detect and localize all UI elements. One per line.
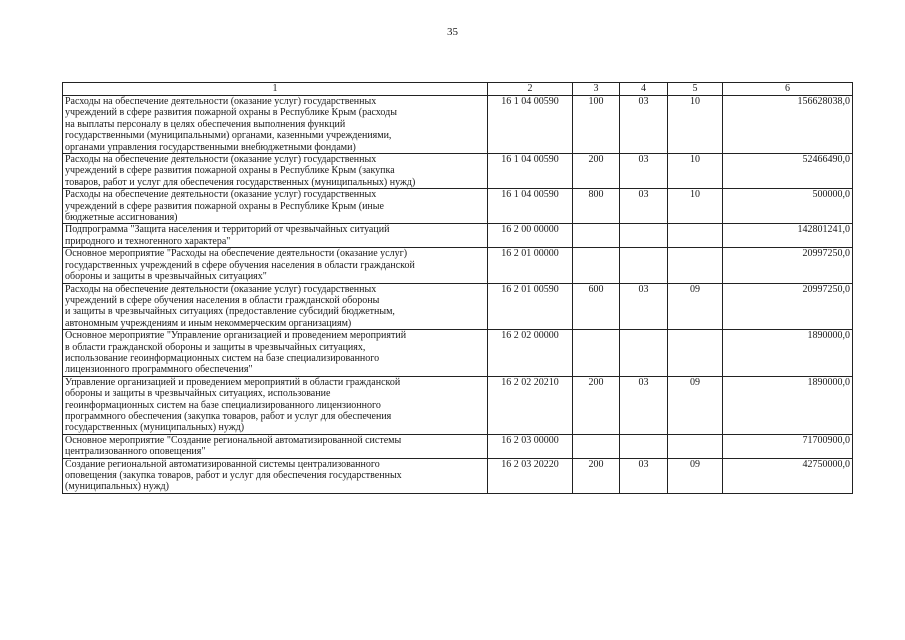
row-description [63,189,488,224]
description-line: учреждений в сфере обучения населения в области гражданской обороны [65,294,380,306]
row-description [63,96,488,154]
description-line: Основное мероприятие "Расходы на обеспечение деятельности (оказание услуг) [65,248,408,260]
table-header-row [63,83,853,96]
row-subsection: 10 [668,154,723,189]
row-amount: 500000,0 [723,189,853,224]
row-amount: 142801241,0 [723,224,853,248]
row-description [63,283,488,330]
row-subsection [668,248,723,283]
row-subsection [668,224,723,248]
row-expense-type: 200 [573,154,620,189]
table-row [63,330,853,377]
description-line: Создание региональной автоматизированной системы централизованного [65,458,380,470]
row-amount: 52466490,0 [723,154,853,189]
row-description [63,434,488,458]
table-row [63,154,853,189]
row-section: 03 [620,458,668,493]
row-amount: 1890000,0 [723,330,853,377]
row-subsection [668,434,723,458]
row-subsection [668,330,723,377]
description-line: Управление организацией и проведением мероприятий в области гражданской [65,376,401,388]
header-col-3: 3 [573,83,620,96]
row-amount: 20997250,0 [723,248,853,283]
header-col-1: 1 [63,83,488,96]
row-description [63,376,488,434]
row-description [63,330,488,377]
description-line: природного и техногенного характера" [65,235,231,247]
row-amount: 20997250,0 [723,283,853,330]
header-col-5: 5 [668,83,723,96]
row-description [63,248,488,283]
table-row [63,434,853,458]
row-section [620,224,668,248]
description-line: Расходы на обеспечение деятельности (оказание услуг) государственных [65,283,377,295]
row-section: 03 [620,189,668,224]
table-row [63,96,853,154]
row-section: 03 [620,154,668,189]
row-target-code: 16 2 02 20210 [488,376,573,434]
description-line: Основное мероприятие "Создание региональной автоматизированной системы [65,434,402,446]
description-line: Расходы на обеспечение деятельности (оказание услуг) государственных [65,154,377,166]
row-section: 03 [620,283,668,330]
row-expense-type: 100 [573,96,620,154]
row-expense-type [573,248,620,283]
table-row [63,248,853,283]
description-line: государственных (муниципальных) нужд) [65,422,245,434]
description-line: государственными (муниципальными) органами, казенными учреждениями, [65,130,392,142]
description-line: Расходы на обеспечение деятельности (оказание услуг) государственных [65,96,377,107]
row-target-code: 16 2 02 00000 [488,330,573,377]
row-section [620,330,668,377]
description-line: на выплаты персоналу в целях обеспечения выполнения функций [65,118,346,130]
description-line: обороны и защиты в чрезвычайных ситуациях" [65,271,267,283]
description-line: учреждений в сфере развития пожарной охраны в Республике Крым (иные [65,200,384,212]
row-target-code: 16 2 01 00000 [488,248,573,283]
description-line: государственных учреждений в сфере обучения населения в области гражданской [65,259,415,271]
description-line: оповещения (закупка товаров, работ и услуг для обеспечения государственных [65,470,402,481]
row-expense-type: 800 [573,189,620,224]
description-line: товаров, работ и услуг для обеспечения государственных (муниципальных) нужд) [65,176,416,188]
row-section: 03 [620,376,668,434]
row-expense-type: 200 [573,458,620,493]
row-expense-type: 200 [573,376,620,434]
description-line: обороны и защиты в чрезвычайных ситуациях, использование [65,388,331,400]
table-row [63,283,853,330]
header-col-2: 2 [488,83,573,96]
row-section [620,248,668,283]
row-description [63,224,488,248]
row-target-code: 16 1 04 00590 [488,154,573,189]
table-row [63,224,853,248]
row-description [63,154,488,189]
table-row [63,458,853,493]
description-line: Основное мероприятие "Управление организацией и проведением мероприятий [65,330,407,342]
row-section: 03 [620,96,668,154]
row-subsection: 10 [668,96,723,154]
description-line: органами управления государственными внебюджетными фондами) [65,141,356,153]
table-row [63,189,853,224]
row-target-code: 16 2 03 20220 [488,458,573,493]
description-line: в области гражданской обороны и защиты в чрезвычайных ситуациях, [65,341,366,353]
row-amount: 156628038,0 [723,96,853,154]
row-expense-type [573,224,620,248]
row-description [63,458,488,493]
table-row [63,376,853,434]
row-subsection: 09 [668,458,723,493]
description-line: лицензионного программного обеспечения" [65,364,253,376]
description-line: (муниципальных) нужд) [65,481,169,493]
description-line: централизованного оповещения" [65,446,206,458]
budget-table [62,82,853,494]
header-col-4: 4 [620,83,668,96]
row-subsection: 09 [668,283,723,330]
header-col-6: 6 [723,83,853,96]
description-line: учреждений в сфере развития пожарной охраны в Республике Крым (расходы [65,107,397,119]
description-line: геоинформационных систем на базе специализированного лицензионного [65,399,381,411]
row-subsection: 09 [668,376,723,434]
row-expense-type [573,330,620,377]
row-expense-type [573,434,620,458]
row-amount: 42750000,0 [723,458,853,493]
description-line: Подпрограмма "Защита населения и территорий от чрезвычайных ситуаций [65,224,390,236]
row-expense-type: 600 [573,283,620,330]
description-line: и защиты в чрезвычайных ситуациях (предоставление субсидий бюджетным, [65,306,395,318]
row-target-code: 16 2 01 00590 [488,283,573,330]
row-amount: 1890000,0 [723,376,853,434]
row-subsection: 10 [668,189,723,224]
row-target-code: 16 2 00 00000 [488,224,573,248]
description-line: Расходы на обеспечение деятельности (оказание услуг) государственных [65,189,377,201]
row-target-code: 16 1 04 00590 [488,96,573,154]
row-target-code: 16 1 04 00590 [488,189,573,224]
description-line: учреждений в сфере развития пожарной охраны в Республике Крым (закупка [65,165,395,177]
row-target-code: 16 2 03 00000 [488,434,573,458]
description-line: автономным учреждениям и иным некоммерческим организациям) [65,317,352,329]
description-line: бюджетные ассигнования) [65,212,178,224]
page-number: 35 [447,26,458,38]
description-line: программного обеспечения (закупка товаров, работ и услуг для обеспечения [65,410,392,422]
row-section [620,434,668,458]
description-line: использование геоинформационных систем на базе специализированного [65,352,380,364]
row-amount: 71700900,0 [723,434,853,458]
